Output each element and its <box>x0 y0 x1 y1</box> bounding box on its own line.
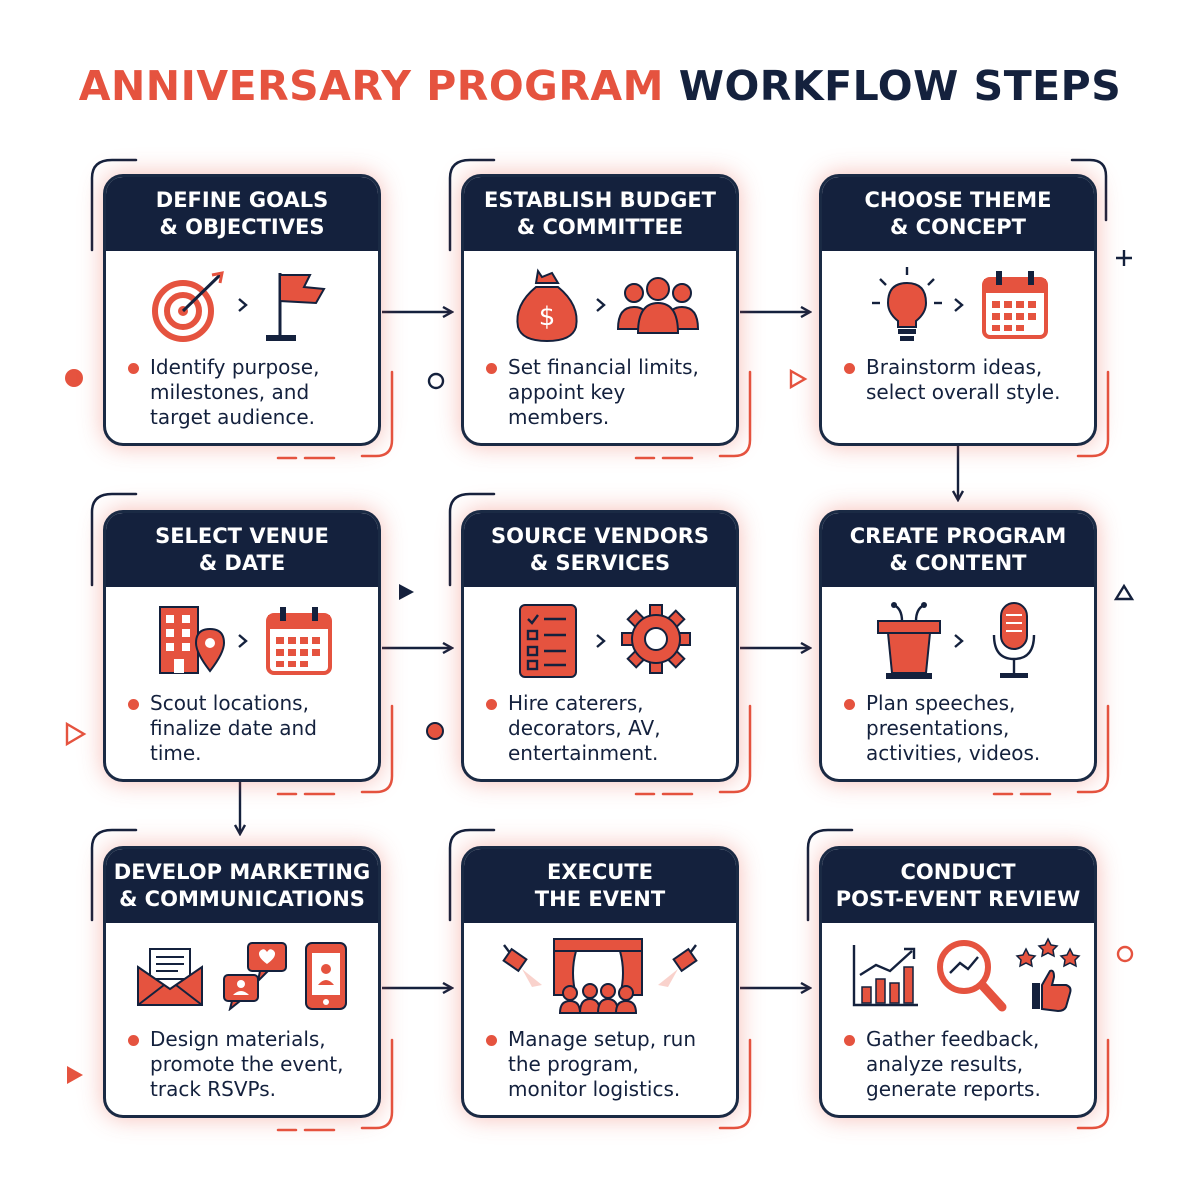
microphone-icon <box>986 599 1042 681</box>
flag-icon <box>262 267 332 345</box>
building-pin-icon <box>152 601 228 681</box>
chevron-right-icon <box>594 633 608 649</box>
step-icons <box>106 587 378 685</box>
step-heading: CONDUCT POST-EVENT REVIEW <box>822 849 1094 923</box>
bullet-dot <box>128 1035 139 1046</box>
calendar-icon <box>980 269 1050 341</box>
step-heading: SOURCE VENDORS & SERVICES <box>464 513 736 587</box>
checklist-icon <box>516 601 580 681</box>
lightbulb-icon <box>870 265 944 345</box>
gear-icon <box>620 603 692 675</box>
step-card-9 <box>819 846 1097 1118</box>
svg-text:$: $ <box>538 302 556 332</box>
bullet-dot <box>844 699 855 710</box>
step-description: Brainstorm ideas, select overall style. <box>866 355 1061 404</box>
step-card-5 <box>461 510 739 782</box>
bullet-dot <box>486 699 497 710</box>
step-description: Identify purpose, milestones, and target audience. <box>150 355 320 429</box>
bullet-dot <box>844 363 855 374</box>
bullet-dot <box>486 1035 497 1046</box>
step-description: Plan speeches, presentations, activities, videos. <box>866 691 1041 765</box>
step-heading: ESTABLISH BUDGET & COMMITTEE <box>464 177 736 251</box>
step-description: Hire caterers, decorators, AV, entertainment. <box>508 691 661 765</box>
chevron-right-icon <box>952 297 966 313</box>
spotlight-icon <box>658 941 704 987</box>
title-part-accent: ANNIVERSARY PROGRAM <box>78 62 664 110</box>
bullet-dot <box>128 363 139 374</box>
step-heading: CHOOSE THEME & CONCEPT <box>822 177 1094 251</box>
envelope-icon <box>134 943 206 1009</box>
stars-thumb-icon <box>1014 935 1082 1015</box>
chevron-right-icon <box>952 633 966 649</box>
money-bag-icon <box>512 265 582 345</box>
step-icons <box>822 251 1094 349</box>
step-description: Scout locations, finalize date and time. <box>150 691 317 765</box>
bar-chart-icon <box>848 941 922 1011</box>
step-icons <box>106 923 378 1021</box>
step-card-8 <box>461 846 739 1118</box>
step-heading: DEVELOP MARKETING & COMMUNICATIONS <box>106 849 378 923</box>
magnifier-icon <box>934 937 1010 1015</box>
step-icons <box>822 587 1094 685</box>
step-heading: DEFINE GOALS & OBJECTIVES <box>106 177 378 251</box>
chevron-right-icon <box>236 633 250 649</box>
bullet-dot <box>486 363 497 374</box>
calendar-icon <box>264 605 334 677</box>
step-icons <box>464 251 736 349</box>
chevron-right-icon <box>594 297 608 313</box>
step-icons <box>106 251 378 349</box>
step-card-3 <box>819 174 1097 446</box>
step-description: Set financial limits, appoint key members. <box>508 355 699 429</box>
phone-icon <box>302 939 350 1013</box>
bullet-dot <box>844 1035 855 1046</box>
step-heading: SELECT VENUE & DATE <box>106 513 378 587</box>
title-part-main: WORKFLOW STEPS <box>678 62 1122 110</box>
step-icons <box>464 923 736 1021</box>
step-heading: EXECUTE THE EVENT <box>464 849 736 923</box>
chat-icon <box>218 939 290 1011</box>
stage-icon <box>546 933 650 1019</box>
step-description: Gather feedback, analyze results, generate reports. <box>866 1027 1041 1101</box>
bullet-dot <box>128 699 139 710</box>
step-icons <box>464 587 736 685</box>
group-icon <box>614 275 702 341</box>
spotlight-icon <box>496 941 542 987</box>
step-card-1 <box>103 174 381 446</box>
step-heading: CREATE PROGRAM & CONTENT <box>822 513 1094 587</box>
step-description: Manage setup, run the program, monitor logistics. <box>508 1027 697 1101</box>
podium-icon <box>874 599 944 681</box>
step-card-4 <box>103 510 381 782</box>
step-description: Design materials, promote the event, track RSVPs. <box>150 1027 344 1101</box>
step-icons <box>822 923 1094 1021</box>
step-card-7 <box>103 846 381 1118</box>
step-card-2 <box>461 174 739 446</box>
target-icon <box>150 269 230 343</box>
chevron-right-icon <box>236 297 250 313</box>
step-card-6 <box>819 510 1097 782</box>
